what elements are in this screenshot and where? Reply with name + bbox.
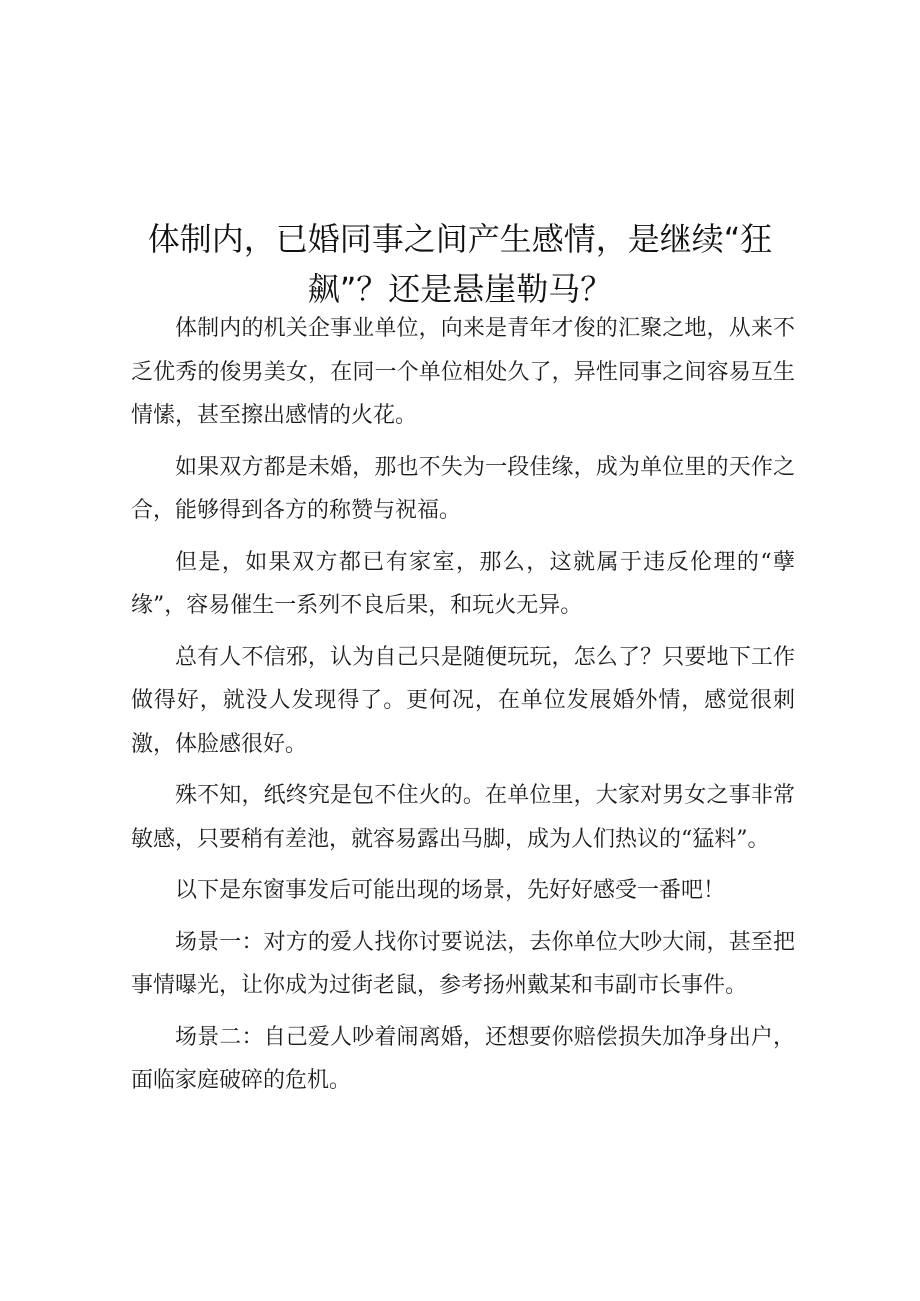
paragraph: 总有人不信邪，认为自己只是随便玩玩，怎么了？只要地下工作做得好，就没人发现得了。更何况，在单位发展婚外情，感觉很刺激，体脸感很好。 (131, 644, 795, 757)
paragraph: 体制内的机关企事业单位，向来是青年才俊的汇聚之地，从来不乏优秀的俊男美女，在同一个单位相处久了，异性同事之间容易互生情愫，甚至擦出感情的火花。 (131, 316, 795, 428)
document-title: 体制内，已婚同事之间产生感情，是继续“狂飙”？还是悬崖勒马？ (147, 220, 773, 308)
document-body (131, 307, 795, 1111)
paragraph: 殊不知，纸终究是包不住火的。在单位里，大家对男女之事非常敏感，只要稍有差池，就容易露出马脚，成为人们热议的“猛料”。 (131, 783, 795, 852)
paragraph: 以下是东窗事发后可能出现的场景，先好好感受一番吧！ (175, 878, 726, 903)
paragraph: 场景一：对方的爱人找你讨要说法，去你单位大吵大闹，甚至把事情曝光，让你成为过街老鼠，参考扬州戴某和韦副市长事件。 (131, 929, 795, 998)
paragraph: 但是，如果双方都已有家室，那么，这就属于违反伦理的“孽缘”，容易催生一系列不良后果，和玩火无异。 (131, 549, 795, 618)
paragraph: 场景二：自己爱人吵着闹离婚，还想要你赔偿损失加净身出户，面临家庭破碎的危机。 (131, 1024, 795, 1093)
paragraph: 如果双方都是未婚，那也不失为一段佳缘，成为单位里的天作之合，能够得到各方的称赞与祝福。 (131, 454, 795, 523)
